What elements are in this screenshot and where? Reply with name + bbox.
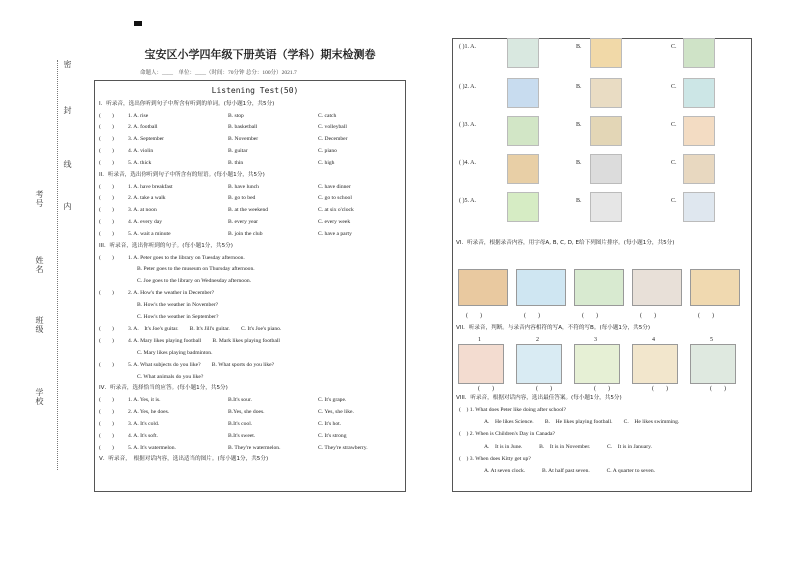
option-c: C. It's hot. <box>318 420 342 427</box>
scene-picture <box>632 269 682 306</box>
option-c-label: C. <box>671 198 677 204</box>
judge-picture <box>690 344 736 384</box>
option-b-label: B. <box>576 160 582 166</box>
label-id: 考号 <box>35 190 44 208</box>
row-label: ( )5. A. <box>459 198 476 204</box>
seal-char-1: 密 <box>63 60 72 69</box>
option-b-label: B. <box>576 198 582 204</box>
option-c-label: C. <box>671 160 677 166</box>
scene-picture <box>458 269 508 306</box>
picture-c <box>683 192 715 222</box>
option-c: C. It's grape. <box>318 396 347 403</box>
option-c: C. catch <box>318 112 337 119</box>
option-b: B.It's cool. <box>228 420 253 427</box>
option-b: B. basketball <box>228 124 258 131</box>
option-a: 3. A. September <box>128 136 165 143</box>
answer-blank: ( ) <box>99 124 114 131</box>
sentence-option: 5. A. What subjects do you like? B. What sports do you like? <box>128 361 275 368</box>
option-c-label: C. <box>671 44 677 50</box>
section-heading: III．听录音，选出你听到的句子。(每小题1分，共5分) <box>99 243 233 249</box>
answer-blank: ( ) <box>99 112 114 119</box>
picture-c <box>683 78 715 108</box>
row-label: ( )2. A. <box>459 84 476 90</box>
option-a: 2. A. football <box>128 124 158 131</box>
answer-blank: ( ) <box>99 231 114 238</box>
row-label: ( )4. A. <box>459 160 476 166</box>
option-b: B. stop <box>228 112 244 119</box>
option-b-label: B. <box>576 122 582 128</box>
section-heading: V．听录音， 根据对话内容，选出适当的图片。(每小题1分，共5分) <box>99 456 269 463</box>
picture-number: 5 <box>710 337 713 343</box>
order-blank: ( ) <box>640 313 656 319</box>
answer-blank: ( ) <box>99 183 114 190</box>
order-blank: ( ) <box>524 313 540 319</box>
picture-number: 2 <box>536 337 539 343</box>
page-title: 宝安区小学四年级下册英语（学科）期末检测卷 <box>144 49 376 61</box>
section-heading: I．听录音，选出你听到句子中所含有听到的单词。(每小题1分，共5分) <box>99 101 275 107</box>
option-a: 5. A. thick <box>128 160 152 167</box>
option-b: B.It's sweet. <box>228 432 256 439</box>
order-blank: ( ) <box>466 313 482 319</box>
sentence-option: 4. A. Mary likes playing football B. Mark likes playing football <box>128 337 280 344</box>
option-c: C. have a party <box>318 231 352 238</box>
picture-c <box>683 116 715 146</box>
judge-picture <box>574 344 620 384</box>
option-b: B.Yes, she does. <box>228 408 265 415</box>
exam-info: 命题人：____ 单位：____（时间：70分钟 总分：100分）2021.7 <box>140 70 297 76</box>
judge-picture <box>632 344 678 384</box>
option-a: 2. A. take a walk <box>128 195 166 202</box>
picture-b <box>590 116 622 146</box>
section-heading: VI．听录音，根据录音内容，用字母A, B, C, D, E给下列图片排序。(每小题1分，共5分) <box>456 240 675 246</box>
answer-blank: ( ) <box>99 254 114 261</box>
judge-blank: ( ) <box>478 386 494 392</box>
option-b: B. at the weekend <box>228 207 269 214</box>
picture-a <box>507 78 539 108</box>
seal-char-4: 内 <box>63 202 72 211</box>
answer-options: A. It is in June. B. It is in November. C. It is in January. <box>484 443 652 450</box>
section-heading: IV．听录音，选择恰当的应答。(每小题1分，共5分) <box>99 385 228 392</box>
section-heading: VIII．听录音，根据对话内容，选出最佳答案。(每小题1分，共5分) <box>456 395 622 401</box>
scene-picture <box>516 269 566 306</box>
option-c-label: C. <box>671 122 677 128</box>
section-heading: VII．听录音，判断。与录音内容相符的写A，不符的写B。(每小题1分，共5分) <box>456 325 651 331</box>
picture-b <box>590 154 622 184</box>
picture-b <box>590 38 622 68</box>
seal-char-3: 线 <box>63 160 72 169</box>
answer-blank: ( ) <box>99 337 114 344</box>
sentence-option: 3. A. It's Joe's guitar. B. It's Jill's guitar. C. It's Joe's piano. <box>128 325 282 332</box>
picture-a <box>507 154 539 184</box>
option-c: C. volleyball <box>318 124 347 131</box>
question: ( ) 2. When is Children's Day in Canada? <box>459 431 555 438</box>
sentence-option: C. Mary likes playing badminton. <box>137 349 213 356</box>
question: ( ) 3. When does Kitty get up? <box>459 455 531 462</box>
option-b: B. have lunch <box>228 183 259 190</box>
row-label: ( )1. A. <box>459 44 476 50</box>
answer-blank: ( ) <box>99 361 114 368</box>
judge-blank: ( ) <box>652 386 668 392</box>
answer-blank: ( ) <box>99 408 114 415</box>
picture-c <box>683 38 715 68</box>
option-a: 4. A. every day <box>128 219 163 226</box>
option-a: 1. A. have breakfast <box>128 183 173 190</box>
sentence-option: 2. A. How's the weather in December? <box>128 290 215 297</box>
answer-blank: ( ) <box>99 396 114 403</box>
row-label: ( )3. A. <box>459 122 476 128</box>
option-c: C. go to school <box>318 195 352 202</box>
answer-blank: ( ) <box>99 160 114 167</box>
option-b: B. thin <box>228 160 244 167</box>
option-b: B. join the club <box>228 231 263 238</box>
option-a: 4. A. It's soft. <box>128 432 158 439</box>
picture-number: 1 <box>478 337 481 343</box>
corner-mark <box>134 21 142 26</box>
scene-picture <box>690 269 740 306</box>
judge-picture <box>458 344 504 384</box>
sentence-option: B. Peter goes to the museum on Thursday afternoon. <box>137 266 255 273</box>
option-a: 5. A. It's watermelon. <box>128 444 176 451</box>
answer-blank: ( ) <box>99 420 114 427</box>
sentence-option: B. How's the weather in November? <box>137 302 219 309</box>
answer-blank: ( ) <box>99 432 114 439</box>
seal-char-2: 封 <box>63 106 72 115</box>
option-c: C. piano <box>318 148 337 155</box>
judge-picture <box>516 344 562 384</box>
option-b-label: B. <box>576 84 582 90</box>
answer-options: A. At seven clock. B. At half past seven. C. A quarter to seven. <box>484 468 656 474</box>
option-a: 2. A. Yes, he does. <box>128 408 170 415</box>
picture-b <box>590 192 622 222</box>
option-c: C. every week <box>318 219 351 226</box>
option-b: B. They're watermelon. <box>228 444 281 451</box>
picture-number: 3 <box>594 337 597 343</box>
answer-blank: ( ) <box>99 136 114 143</box>
option-c: C. It's strong <box>318 432 347 439</box>
picture-c <box>683 154 715 184</box>
option-c: C. high <box>318 160 335 167</box>
section-heading: II．听录音，选出你听到句子中所含有的短语。(每小题1分，共5分) <box>99 172 265 178</box>
picture-number: 4 <box>652 337 655 343</box>
answer-blank: ( ) <box>99 207 114 214</box>
answer-blank: ( ) <box>99 444 114 451</box>
option-b: B. guitar <box>228 148 248 155</box>
label-class: 班级 <box>35 316 44 334</box>
option-b: B. go to bed <box>228 195 256 202</box>
question: ( ) 1. What does Peter like doing after school? <box>459 407 566 413</box>
picture-b <box>590 78 622 108</box>
sentence-option: 1. A. Peter goes to the library on Tuesday afternoon. <box>128 254 245 261</box>
option-c: C. have dinner <box>318 183 351 190</box>
option-c: C. December <box>318 136 348 143</box>
seal-line <box>57 60 59 470</box>
label-name: 姓名 <box>35 256 44 274</box>
option-c: C. Yes, she like. <box>318 408 354 415</box>
judge-blank: ( ) <box>710 386 726 392</box>
option-b: B. November <box>228 136 259 143</box>
picture-a <box>507 38 539 68</box>
sentence-option: C. What animals do you like? <box>137 373 204 380</box>
option-c: C. They're strawberry. <box>318 444 368 451</box>
label-school: 学校 <box>35 388 44 406</box>
option-b-label: B. <box>576 44 582 50</box>
option-a: 5. A. wait a minute <box>128 231 171 238</box>
option-a: 1. A. rise <box>128 112 149 119</box>
answer-blank: ( ) <box>99 219 114 226</box>
order-blank: ( ) <box>698 313 714 319</box>
scene-picture <box>574 269 624 306</box>
answer-blank: ( ) <box>99 195 114 202</box>
sentence-option: C. Joe goes to the library on Wednesday afternoon. <box>137 278 252 285</box>
option-c-label: C. <box>671 84 677 90</box>
judge-blank: ( ) <box>536 386 552 392</box>
judge-blank: ( ) <box>594 386 610 392</box>
option-a: 3. A. It's cold. <box>128 420 160 427</box>
option-a: 3. A. at noon <box>128 207 157 214</box>
option-c: C. at six o'clock <box>318 207 354 214</box>
sentence-option: C. How's the weather in September? <box>137 314 219 320</box>
picture-a <box>507 116 539 146</box>
answer-blank: ( ) <box>99 148 114 155</box>
order-blank: ( ) <box>582 313 598 319</box>
option-a: 4. A. violin <box>128 148 154 155</box>
option-b: B.It's sour. <box>228 396 252 403</box>
option-a: 1. A. Yes, it is. <box>128 396 161 403</box>
answer-blank: ( ) <box>99 290 114 297</box>
option-b: B. every year <box>228 219 258 226</box>
picture-a <box>507 192 539 222</box>
listening-title: Listening Test(50) <box>211 86 299 95</box>
answer-options: A. He likes Science. B. He likes playing football. C. He likes swimming. <box>484 419 680 426</box>
answer-blank: ( ) <box>99 325 114 332</box>
